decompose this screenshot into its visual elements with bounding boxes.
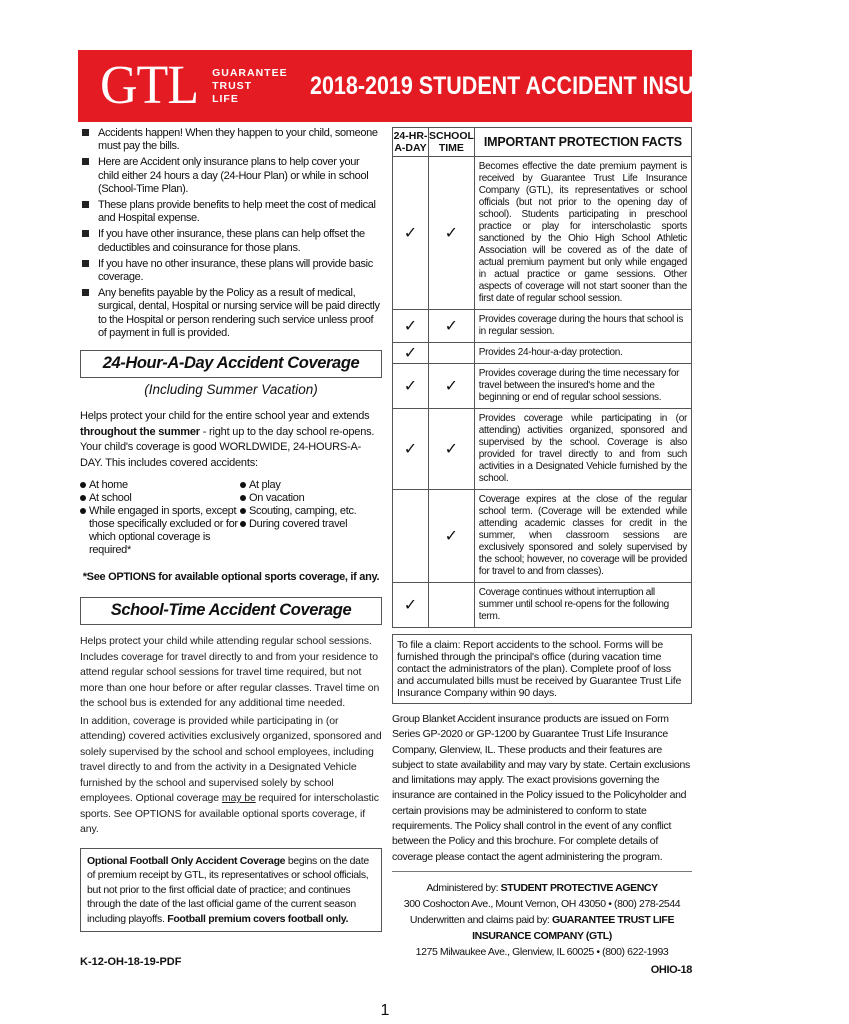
protection-facts-body xyxy=(393,157,692,628)
protection-fact-text: Provides 24-hour-a-day protection. xyxy=(474,343,691,364)
section-school-title: School-Time Accident Coverage xyxy=(110,601,352,620)
check-24hr-icon: ✓ xyxy=(393,583,429,628)
table-row xyxy=(393,364,692,409)
section-24h-header xyxy=(80,350,382,378)
table-row xyxy=(393,409,692,490)
logo-word: TRUST xyxy=(212,79,253,92)
bullet-icon xyxy=(240,521,246,527)
list-item: While engaged in sports, except those specifically excluded or for which optional coverage is required* xyxy=(80,505,240,557)
list-item: These plans provide benefits to help meet the cost of medical and Hospital expense. xyxy=(80,199,382,225)
logo-word: LIFE xyxy=(212,92,239,105)
square-bullet-icon xyxy=(82,129,89,136)
section-school-header xyxy=(80,597,382,625)
protection-facts-table xyxy=(392,127,692,628)
list-item: At play xyxy=(240,479,380,492)
check-24hr-icon: ✓ xyxy=(393,157,429,310)
list-item: Accidents happen! When they happen to your child, someone must pay the bills. xyxy=(80,127,382,153)
list-item: Scouting, camping, etc. xyxy=(240,505,380,518)
claim-instructions: To file a claim: Report accidents to the school. Forms will be furnished through the principal's office (during vacation time contact the administrators of the plan). Complete proof of loss and accumulated bills must be received by Guarantee Trust Life Insurance Company within 90 days. xyxy=(392,634,692,704)
square-bullet-icon xyxy=(82,289,89,296)
check-school-icon xyxy=(429,583,475,628)
section-school-paragraph-1: Helps protect your child while attending regular school sessions. Includes coverage for travel directly to and from your residence to attend regular school sessions for travel time required, but not more than one hour before or after regular classes. Travel time on the school bus is extended for any additional time needed. xyxy=(80,635,380,710)
check-24hr-icon: ✓ xyxy=(393,364,429,409)
bullet-icon xyxy=(80,508,86,514)
table-row xyxy=(393,490,692,583)
square-bullet-icon xyxy=(82,260,89,267)
check-24hr-icon: ✓ xyxy=(393,409,429,490)
list-item: During covered travel xyxy=(240,518,380,531)
list-item: If you have other insurance, these plans can help offset the deductibles and coinsurance for those plans. xyxy=(80,228,382,254)
options-note: *See OPTIONS for available optional sports coverage, if any. xyxy=(82,571,380,584)
list-item: If you have no other insurance, these plans will provide basic coverage. xyxy=(80,258,382,284)
check-24hr-icon: ✓ xyxy=(393,343,429,364)
protection-fact-text: Coverage expires at the close of the regular school term. (Coverage will be extended while attending academic classes for credit in the summer, when classroom sessions are exclusively sponsored and solely supervised by the school; however, no coverage will be provided for travel to and from classes). xyxy=(474,490,691,583)
check-school-icon: ✓ xyxy=(429,310,475,343)
section-24h-title: 24-Hour-A-Day Accident Coverage xyxy=(102,354,360,373)
logo-wordmark xyxy=(212,67,288,106)
section-24h-paragraph: Helps protect your child for the entire school year and extends throughout the summer - right up to the day school re-opens. Your child's coverage is good WORLDWIDE, 24-HOURS-A-DAY. This includes covered accidents: xyxy=(80,410,375,469)
covered-accidents-list xyxy=(80,479,382,557)
bullet-icon xyxy=(240,482,246,488)
square-bullet-icon xyxy=(82,230,89,237)
list-item: At school xyxy=(80,492,240,505)
section-24h-subtitle: (Including Summer Vacation) xyxy=(144,382,318,398)
state-code: OHIO-18 xyxy=(650,963,692,976)
protection-fact-text: Provides coverage during the hours that school is in regular session. xyxy=(474,310,691,343)
right-column xyxy=(392,127,692,976)
logo-word: GUARANTEE xyxy=(212,66,288,79)
bullet-icon xyxy=(80,495,86,501)
list-item: Any benefits payable by the Policy as a result of medical, surgical, dental, Hospital or nursing service will be paid directly to the Hospital or person rendering such service unless proof of payment in full is provided. xyxy=(80,287,382,340)
check-school-icon: ✓ xyxy=(429,364,475,409)
check-school-icon: ✓ xyxy=(429,490,475,583)
bullet-icon xyxy=(240,495,246,501)
bullet-icon xyxy=(80,482,86,488)
page-title: 2018-2019 STUDENT ACCIDENT INSURANCE PLANS xyxy=(309,71,849,100)
column-header-24hr: 24-HR-A-DAY xyxy=(393,128,429,157)
section-school-paragraph-2: In addition, coverage is provided while participating in (or attending) covered activities exclusively organized, sponsored and solely supervised by the school and school employees, including travel directly to and from the activity in a Designated Vehicle furnished by the school and supervised solely by school employees. Optional coverage may be required for interscholastic sports. See OPTIONS for available optional sports coverage, if any. xyxy=(80,714,382,836)
column-header-facts: IMPORTANT PROTECTION FACTS xyxy=(474,128,691,157)
table-row xyxy=(393,583,692,628)
protection-fact-text: Provides coverage while participating in (or attending) activities organized, sponsored and supervised by the school. Coverage is also provided for travel directly to and from such activities in a Designated Vehicle furnished by the school. xyxy=(474,409,691,490)
table-row xyxy=(393,343,692,364)
check-school-icon: ✓ xyxy=(429,157,475,310)
protection-fact-text: Coverage continues without interruption all summer until school re-opens for the following term. xyxy=(474,583,691,628)
page-number: 1 xyxy=(380,1002,390,1019)
form-code: K-12-OH-18-19-PDF xyxy=(80,956,182,969)
square-bullet-icon xyxy=(82,201,89,208)
check-school-icon: ✓ xyxy=(429,409,475,490)
gtl-logo: GTL xyxy=(100,55,199,116)
table-row xyxy=(393,310,692,343)
list-item: On vacation xyxy=(240,492,380,505)
header-banner xyxy=(78,50,849,122)
group-insurance-disclaimer: Group Blanket Accident insurance products are issued on Form Series GP-2020 or GP-1200 by Guarantee Trust Life Insurance Company, Glenview, IL. These products and their features are subject to state availability and may vary by state. Certain exclusions and limitations may apply. The exact provisions governing the insurance are contained in the Policy issued to the Policyholder and certain provisions may be administered to conform to state requirements. The Policy shall control in the event of any conflict between the Policy and this brochure. For complete details of coverage please contact the agent administering the program. xyxy=(392,713,690,863)
check-24hr-icon xyxy=(393,490,429,583)
square-bullet-icon xyxy=(82,158,89,165)
table-row xyxy=(393,157,692,310)
list-item: At home xyxy=(80,479,240,492)
protection-fact-text: Provides coverage during the time necessary for travel between the insured's home and the beginning or end of regular school sessions. xyxy=(474,364,691,409)
column-header-school: SCHOOL TIME xyxy=(429,128,475,157)
football-coverage-box: Optional Football Only Accident Coverage begins on the date of premium receipt by GTL, its representatives or school officials, but not prior to the first official date of practice; and continues through the date of the last official game of the current season including playoffs. Football premium covers football only. xyxy=(80,848,382,933)
administrator-info: Administered by: STUDENT PROTECTIVE AGENCY 300 Coshocton Ave., Mount Vernon, OH 43050 • (800) 278-2544 Underwritten and claims paid by: GUARANTEE TRUST LIFE INSURANCE COMPANY (GTL) 1275 Milwaukee Ave., Glenview, IL 60025 • (800) 622-1993 OHIO-18 xyxy=(392,871,692,960)
check-school-icon xyxy=(429,343,475,364)
table-header-row xyxy=(393,128,692,157)
protection-fact-text: Becomes effective the date premium payment is received by Guarantee Trust Life Insurance Company (GTL), its representatives or school officials (but not prior to the opening day of school). Students participating in preschool practice or play for interscholastic sports sanctioned by the Ohio High School Athletic Association will be covered as of the date of actual premium payment but only while engaged in actual practice or game sessions. Other aspects of coverage will not start sooner than the first date of regular school session. xyxy=(474,157,691,310)
check-24hr-icon: ✓ xyxy=(393,310,429,343)
intro-bullets xyxy=(80,127,382,340)
bullet-icon xyxy=(240,508,246,514)
list-item: Here are Accident only insurance plans to help cover your child either 24 hours a day (24-Hour Plan) or while in school (School-Time Plan). xyxy=(80,156,382,196)
left-column xyxy=(80,127,382,968)
